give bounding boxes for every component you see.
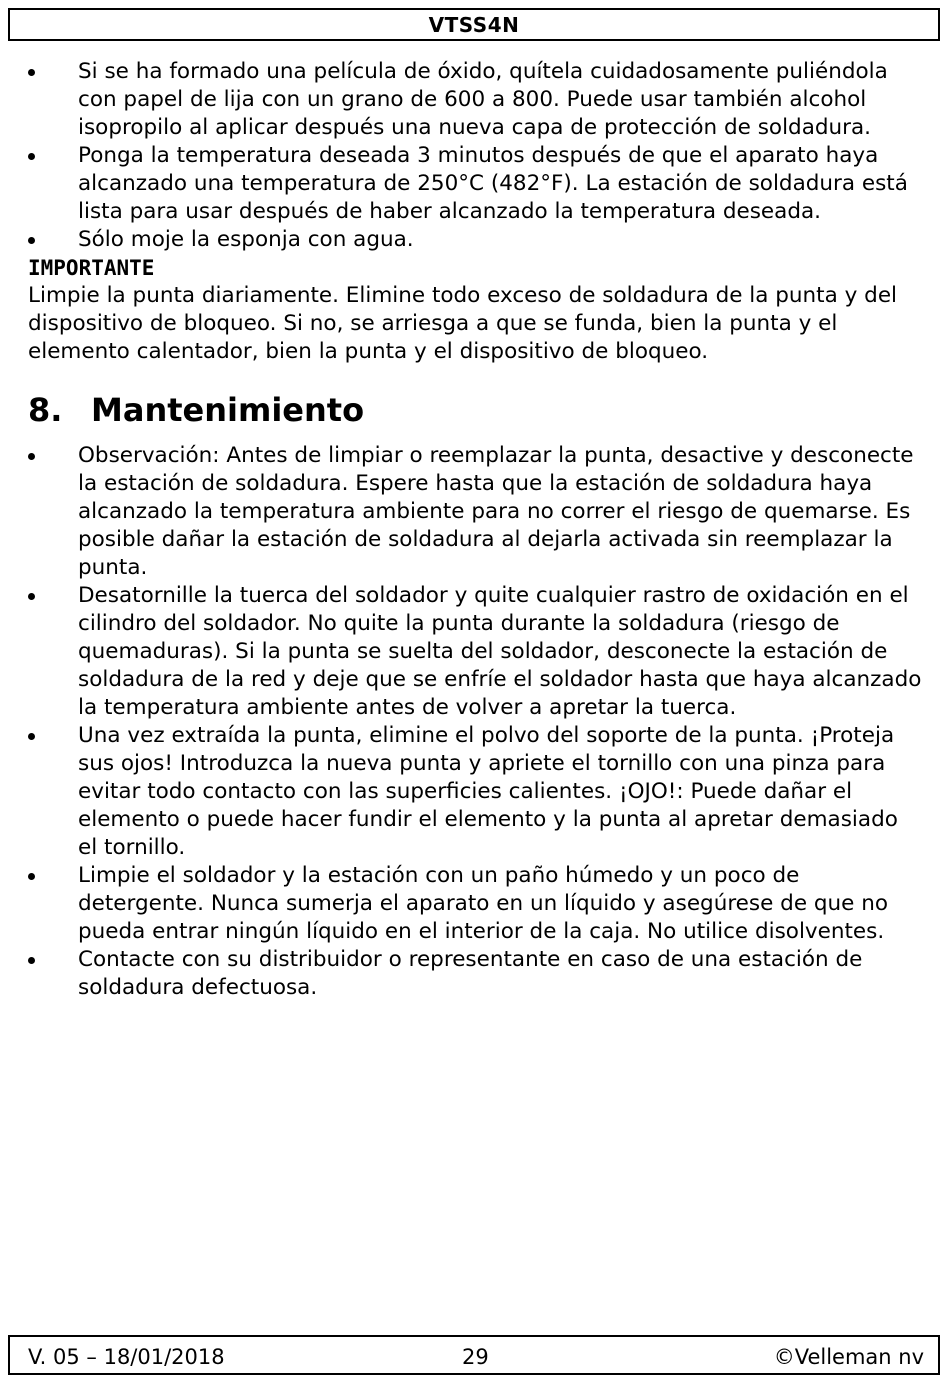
important-text: Limpie la punta diariamente. Elimine todo exceso de soldadura de la punta y del dispositivo de bloqueo. Si no, se arriesga a que se funda, bien la punta y el elemento calentador, bien la punta y el dispositivo de bloqueo. bbox=[28, 283, 898, 364]
list-item: Limpie el soldador y la estación con un paño húmedo y un poco de detergente. Nunca sumerja el aparato en un líquido y asegúrese de que no pueda entrar ningún líquido en el interior de la caja. No utilice disolventes. bbox=[28, 862, 923, 946]
section-heading bbox=[28, 390, 923, 430]
list-item: Desatornille la tuerca del soldador y quite cualquier rastro de oxidación en el cilindro del soldador. No quite la punta durante la soldadura (riesgo de quemaduras). Si la punta se suelta del soldador, desconecte la estación de soldadura de la red y deje que se enfríe el soldador hasta que haya alcanzado la temperatura ambiente antes de volver a apretar la tuerca. bbox=[28, 582, 923, 722]
list-item: Observación: Antes de limpiar o reemplazar la punta, desactive y desconecte la estación de soldadura. Espere hasta que la estación de soldadura haya alcanzado la temperatura ambiente para no correr el riesgo de quemarse. Es posible dañar la estación de soldadura al dejarla activada sin reemplazar la punta. bbox=[28, 442, 923, 582]
header-title: VTSS4N bbox=[428, 12, 520, 37]
list-item: Si se ha formado una película de óxido, quítela cuidadosamente puliéndola con papel de lija con un grano de 600 a 800. Puede usar también alcohol isopropilo al aplicar después una nueva capa de protección de soldadura. bbox=[28, 58, 923, 142]
footer-copyright: ©Velleman nv bbox=[773, 1345, 924, 1369]
list-item: Una vez extraída la punta, elimine el polvo del soporte de la punta. ¡Proteja sus ojos! Introduzca la nueva punta y apriete el tornillo con una pinza para evitar todo contacto con las superficies calientes. ¡OJO!: Puede dañar el elemento o puede hacer fundir el elemento y la punta al apretar demasiado el tornillo. bbox=[28, 722, 923, 862]
page-content bbox=[28, 58, 923, 1002]
page-header bbox=[8, 8, 940, 41]
list-item: Ponga la temperatura deseada 3 minutos después de que el aparato haya alcanzado una temperatura de 250°C (482°F). La estación de soldadura está lista para usar después de haber alcanzado la temperatura deseada. bbox=[28, 142, 923, 226]
bullet-icon bbox=[28, 873, 35, 880]
bullet-icon bbox=[28, 957, 35, 964]
intro-bullet-list bbox=[28, 58, 923, 254]
page-footer bbox=[8, 1335, 940, 1375]
bullet-icon bbox=[28, 237, 35, 244]
page-number: 29 bbox=[462, 1345, 489, 1369]
section-title: Mantenimiento bbox=[91, 391, 365, 429]
maintenance-bullet-list bbox=[28, 442, 923, 1002]
footer-version: V. 05 – 18/01/2018 bbox=[28, 1345, 225, 1369]
bullet-icon bbox=[28, 69, 35, 76]
bullet-icon bbox=[28, 153, 35, 160]
important-label: IMPORTANTE bbox=[28, 256, 155, 280]
section-number: 8. bbox=[28, 391, 63, 429]
list-item: Contacte con su distribuidor o representante en caso de una estación de soldadura defectuosa. bbox=[28, 946, 923, 1002]
bullet-icon bbox=[28, 593, 35, 600]
bullet-icon bbox=[28, 733, 35, 740]
list-item: Sólo moje la esponja con agua. bbox=[28, 226, 923, 254]
bullet-icon bbox=[28, 453, 35, 460]
